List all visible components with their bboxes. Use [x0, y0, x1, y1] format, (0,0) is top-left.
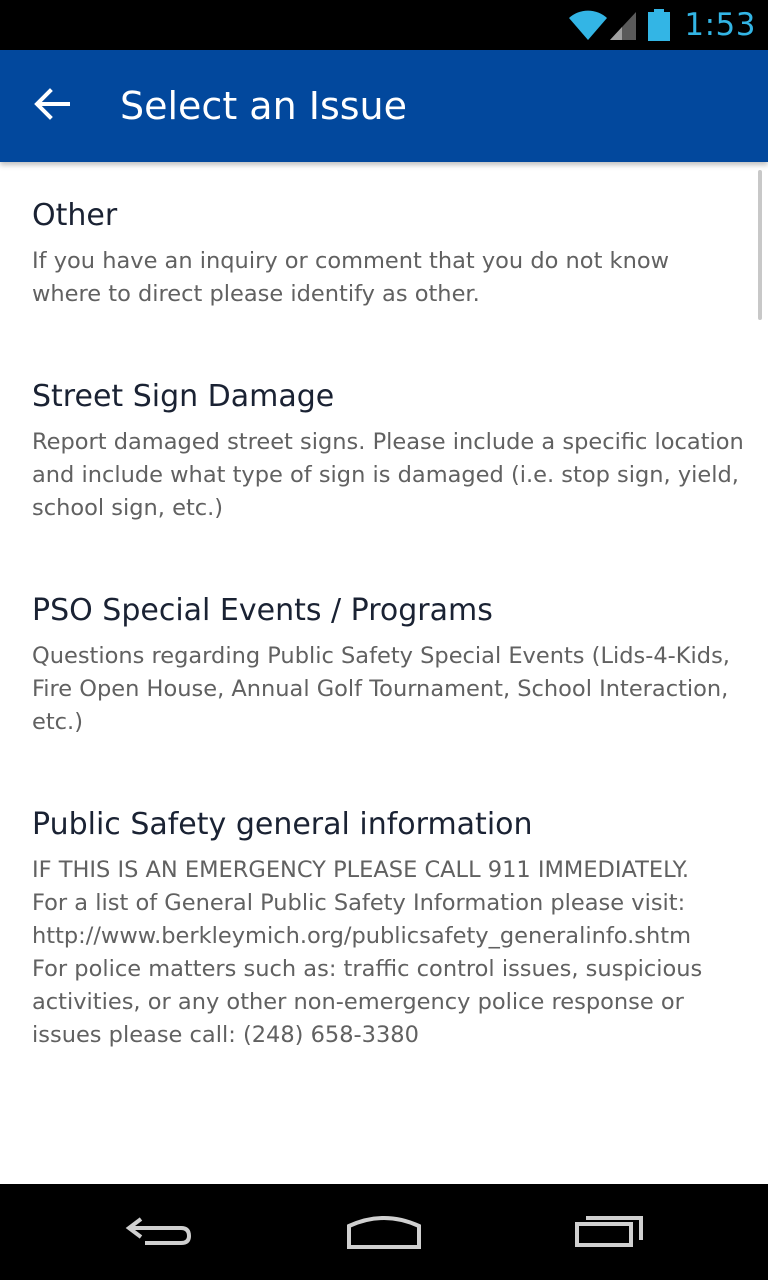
back-nav-button[interactable]: [85, 1184, 235, 1280]
home-nav-icon: [346, 1210, 422, 1254]
description-line: and include what type of sign is damaged (i.e. stop sign, yield,: [32, 462, 739, 488]
issue-item-pso-special-events[interactable]: [0, 556, 768, 770]
back-arrow-icon: [34, 88, 70, 124]
home-nav-button[interactable]: [309, 1184, 459, 1280]
clock: 1:53: [684, 7, 756, 43]
issue-description: [32, 640, 732, 739]
issue-title: Public Safety general information: [32, 807, 533, 842]
status-icons: [568, 0, 756, 50]
status-bar: [0, 0, 768, 50]
issue-list[interactable]: [0, 162, 768, 1184]
wifi-icon: [568, 9, 608, 41]
description-line: Fire Open House, Annual Golf Tournament, School Interaction,: [32, 676, 729, 702]
description-line: activities, or any other non-emergency police response or: [32, 989, 684, 1015]
description-line: Report damaged street signs. Please include a specific location: [32, 429, 744, 455]
issue-item-street-sign-damage[interactable]: [0, 342, 768, 556]
cell-signal-icon: [610, 9, 638, 41]
app-bar: [0, 50, 768, 162]
back-nav-icon: [125, 1210, 195, 1254]
battery-icon: [648, 9, 670, 41]
issue-item-public-safety-info[interactable]: [0, 770, 768, 1090]
back-button[interactable]: [20, 74, 84, 138]
description-line: school sign, etc.): [32, 495, 224, 521]
issue-description: [32, 245, 732, 311]
issue-title: PSO Special Events / Programs: [32, 593, 493, 628]
description-line: For a list of General Public Safety Information please visit:: [32, 890, 686, 916]
page-title: Select an Issue: [120, 84, 408, 128]
issue-description: [32, 854, 732, 1052]
recent-apps-icon: [574, 1210, 646, 1254]
description-line: Questions regarding Public Safety Special Events (Lids-4-Kids,: [32, 643, 730, 669]
description-line: http://www.berkleymich.org/publicsafety_generalinfo.shtm: [32, 923, 692, 949]
description-line: issues please call: (248) 658-3380: [32, 1022, 419, 1048]
navigation-bar: [0, 1184, 768, 1280]
issue-item-other[interactable]: [0, 162, 768, 342]
description-line: For police matters such as: traffic control issues, suspicious: [32, 956, 703, 982]
issue-title: Other: [32, 198, 118, 233]
description-line: IF THIS IS AN EMERGENCY PLEASE CALL 911 IMMEDIATELY.: [32, 857, 689, 883]
issue-description: [32, 426, 744, 525]
description-line: where to direct please identify as other.: [32, 281, 480, 307]
recent-apps-button[interactable]: [535, 1184, 685, 1280]
description-line: If you have an inquiry or comment that you do not know: [32, 248, 669, 274]
description-line: etc.): [32, 709, 83, 735]
issue-title: Street Sign Damage: [32, 379, 335, 414]
